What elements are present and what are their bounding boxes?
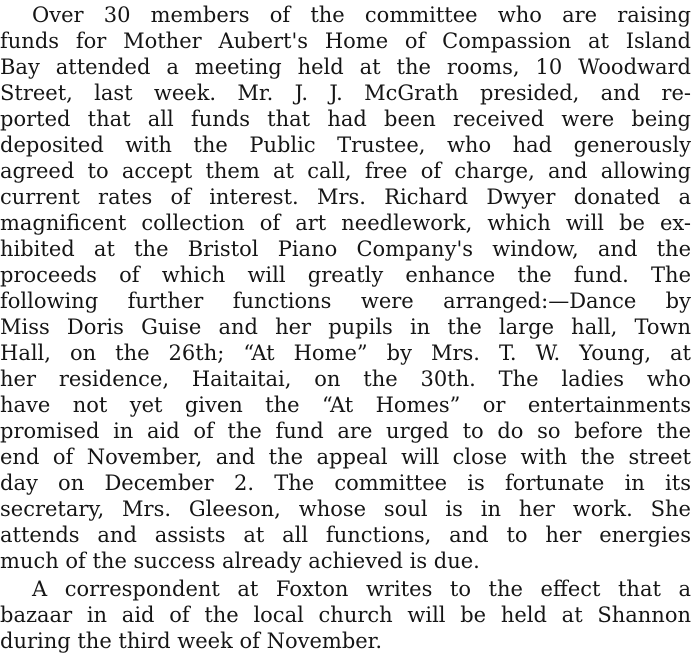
text-line: following further functions were arranged:—Dance by: [0, 289, 691, 313]
text-line: her residence, Haitaitai, on the 30th. The ladies who: [0, 367, 691, 391]
text-line: hibited at the Bristol Piano Company's window, and the: [0, 237, 691, 261]
text-line: attends and assists at all functions, and to her energies: [0, 523, 691, 547]
text-line: secretary, Mrs. Gleeson, whose soul is in her work. She: [0, 497, 691, 521]
text-line: Over 30 members of the committee who are raising: [32, 3, 691, 27]
text-line: agreed to accept them at call, free of charge, and allowing: [0, 159, 691, 183]
text-line: bazaar in aid of the local church will be held at Shannon: [0, 603, 691, 627]
text-line: during the third week of November.: [0, 629, 383, 653]
text-line: deposited with the Public Trustee, who had generously: [0, 133, 691, 157]
text-line: day on December 2. The committee is fortunate in its: [0, 471, 691, 495]
text-line: much of the success already achieved is due.: [0, 549, 480, 573]
text-line: promised in aid of the fund are urged to do so before the: [0, 419, 691, 443]
text-line: have not yet given the “At Homes” or entertainments: [0, 393, 691, 417]
text-line: funds for Mother Aubert's Home of Compassion at Island: [0, 29, 691, 53]
text-line: Street, last week. Mr. J. J. McGrath presided, and re-: [0, 81, 691, 105]
text-line: A correspondent at Foxton writes to the effect that a: [32, 577, 691, 601]
text-line: end of November, and the appeal will close with the street: [0, 445, 691, 469]
text-line: Hall, on the 26th; “At Home” by Mrs. T. W. Young, at: [0, 341, 691, 365]
text-line: current rates of interest. Mrs. Richard Dwyer donated a: [0, 185, 691, 209]
text-line: proceeds of which will greatly enhance the fund. The: [0, 263, 691, 287]
text-line: magnificent collection of art needlework, which will be ex-: [0, 211, 691, 235]
text-line: Bay attended a meeting held at the rooms, 10 Woodward: [0, 55, 691, 79]
text-line: ported that all funds that had been received were being: [0, 107, 691, 131]
text-line: Miss Doris Guise and her pupils in the large hall, Town: [0, 315, 691, 339]
